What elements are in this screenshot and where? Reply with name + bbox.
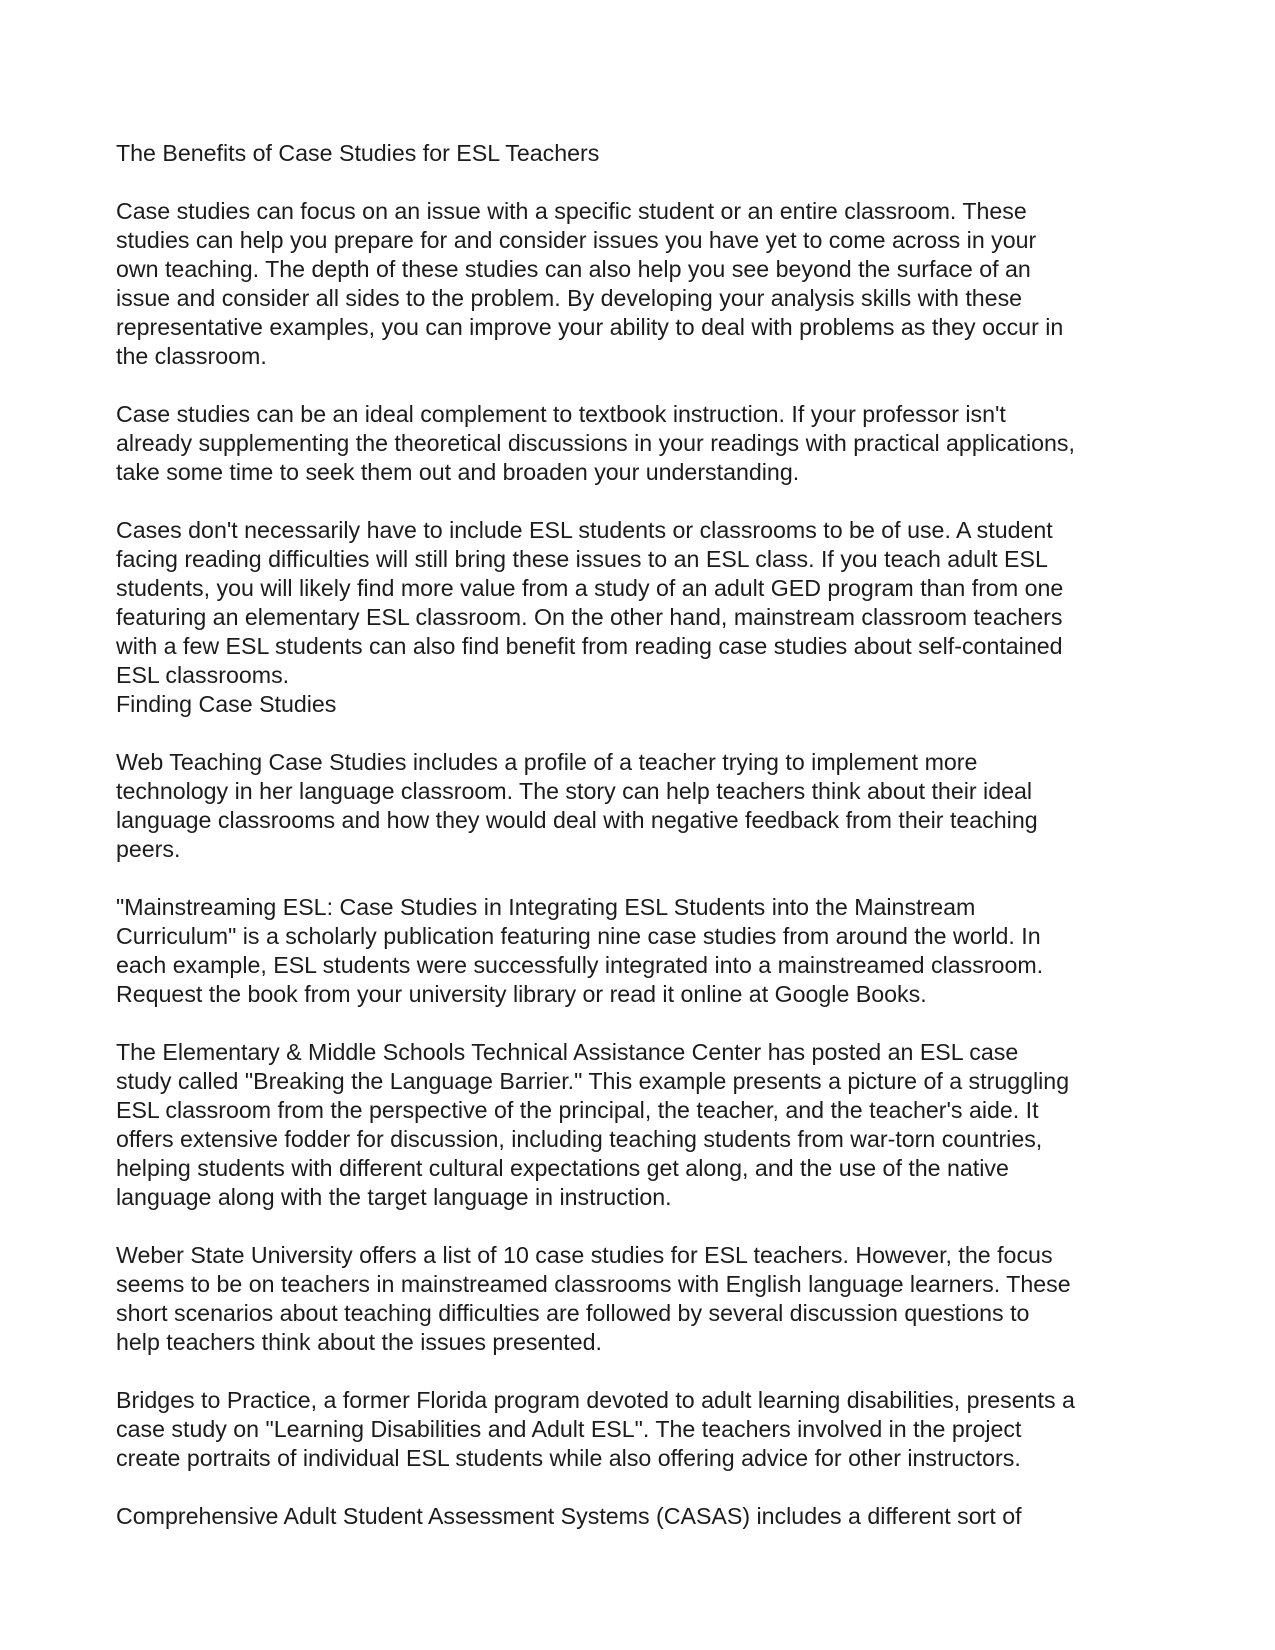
paragraph-gap — [116, 168, 1156, 197]
paragraph-gap — [116, 487, 1156, 516]
document-body — [116, 139, 1156, 1531]
paragraph — [116, 1386, 1156, 1473]
text-line: the classroom. — [116, 343, 267, 369]
text-line: with a few ESL students can also find benefit from reading case studies about self-contained — [116, 633, 1063, 659]
section-heading: Finding Case Studies — [116, 691, 337, 717]
text-line: seems to be on teachers in mainstreamed classrooms with English language learners. These — [116, 1271, 1071, 1297]
text-line: language along with the target language in instruction. — [116, 1184, 672, 1210]
text-line: take some time to seek them out and broaden your understanding. — [116, 459, 800, 485]
text-line: each example, ESL students were successfully integrated into a mainstreamed classroom. — [116, 952, 1044, 978]
text-line: create portraits of individual ESL students while also offering advice for other instructors. — [116, 1445, 1021, 1471]
text-line: Curriculum" is a scholarly publication featuring nine case studies from around the world. In — [116, 923, 1041, 949]
text-line: Weber State University offers a list of 10 case studies for ESL teachers. However, the focus — [116, 1242, 1053, 1268]
paragraph — [116, 197, 1156, 371]
text-line: technology in her language classroom. The story can help teachers think about their ideal — [116, 778, 1033, 804]
text-line: "Mainstreaming ESL: Case Studies in Integrating ESL Students into the Mainstream — [116, 894, 976, 920]
text-line: Case studies can be an ideal complement to textbook instruction. If your professor isn't — [116, 401, 1006, 427]
text-line: Bridges to Practice, a former Florida program devoted to adult learning disabilities, presents a — [116, 1387, 1075, 1413]
text-line: The Elementary & Middle Schools Technical Assistance Center has posted an ESL case — [116, 1039, 1019, 1065]
text-line: language classrooms and how they would deal with negative feedback from their teaching — [116, 807, 1038, 833]
text-line: study called "Breaking the Language Barrier." This example presents a picture of a struggling — [116, 1068, 1070, 1094]
text-line: peers. — [116, 836, 181, 862]
text-line: ESL classroom from the perspective of the principal, the teacher, and the teacher's aide. It — [116, 1097, 1039, 1123]
paragraph-gap — [116, 719, 1156, 748]
paragraph — [116, 748, 1156, 864]
text-line: short scenarios about teaching difficulties are followed by several discussion questions to — [116, 1300, 1030, 1326]
text-line: Case studies can focus on an issue with a specific student or an entire classroom. These — [116, 198, 1027, 224]
text-line: featuring an elementary ESL classroom. On the other hand, mainstream classroom teachers — [116, 604, 1063, 630]
paragraph-gap — [116, 864, 1156, 893]
text-line: Request the book from your university library or read it online at Google Books. — [116, 981, 927, 1007]
paragraph — [116, 1038, 1156, 1212]
text-line: own teaching. The depth of these studies can also help you see beyond the surface of an — [116, 256, 1031, 282]
text-line: issue and consider all sides to the problem. By developing your analysis skills with these — [116, 285, 1023, 311]
paragraph-gap — [116, 1009, 1156, 1038]
text-line: students, you will likely find more value from a study of an adult GED program than from one — [116, 575, 1064, 601]
paragraph-gap — [116, 371, 1156, 400]
text-line: already supplementing the theoretical discussions in your readings with practical applications, — [116, 430, 1075, 456]
text-line: Web Teaching Case Studies includes a profile of a teacher trying to implement more — [116, 749, 978, 775]
text-line: ESL classrooms. — [116, 662, 290, 688]
text-line: case study on "Learning Disabilities and Adult ESL". The teachers involved in the project — [116, 1416, 1022, 1442]
text-line: offers extensive fodder for discussion, including teaching students from war-torn countries, — [116, 1126, 1043, 1152]
paragraph — [116, 516, 1156, 690]
text-line: studies can help you prepare for and consider issues you have yet to come across in your — [116, 227, 1037, 253]
text-line: Cases don't necessarily have to include ESL students or classrooms to be of use. A student — [116, 517, 1053, 543]
document-title: The Benefits of Case Studies for ESL Teachers — [116, 140, 600, 166]
paragraph-gap — [116, 1473, 1156, 1502]
text-line: help teachers think about the issues presented. — [116, 1329, 602, 1355]
paragraph — [116, 400, 1156, 487]
paragraph-gap — [116, 1212, 1156, 1241]
paragraph — [116, 1241, 1156, 1357]
text-line: representative examples, you can improve your ability to deal with problems as they occur in — [116, 314, 1064, 340]
paragraph-gap — [116, 1357, 1156, 1386]
paragraph — [116, 893, 1156, 1009]
text-line: Comprehensive Adult Student Assessment Systems (CASAS) includes a different sort of — [116, 1503, 1022, 1529]
text-line: facing reading difficulties will still bring these issues to an ESL class. If you teach adult ESL — [116, 546, 1048, 572]
paragraph — [116, 1502, 1156, 1531]
text-line: helping students with different cultural expectations get along, and the use of the native — [116, 1155, 1009, 1181]
